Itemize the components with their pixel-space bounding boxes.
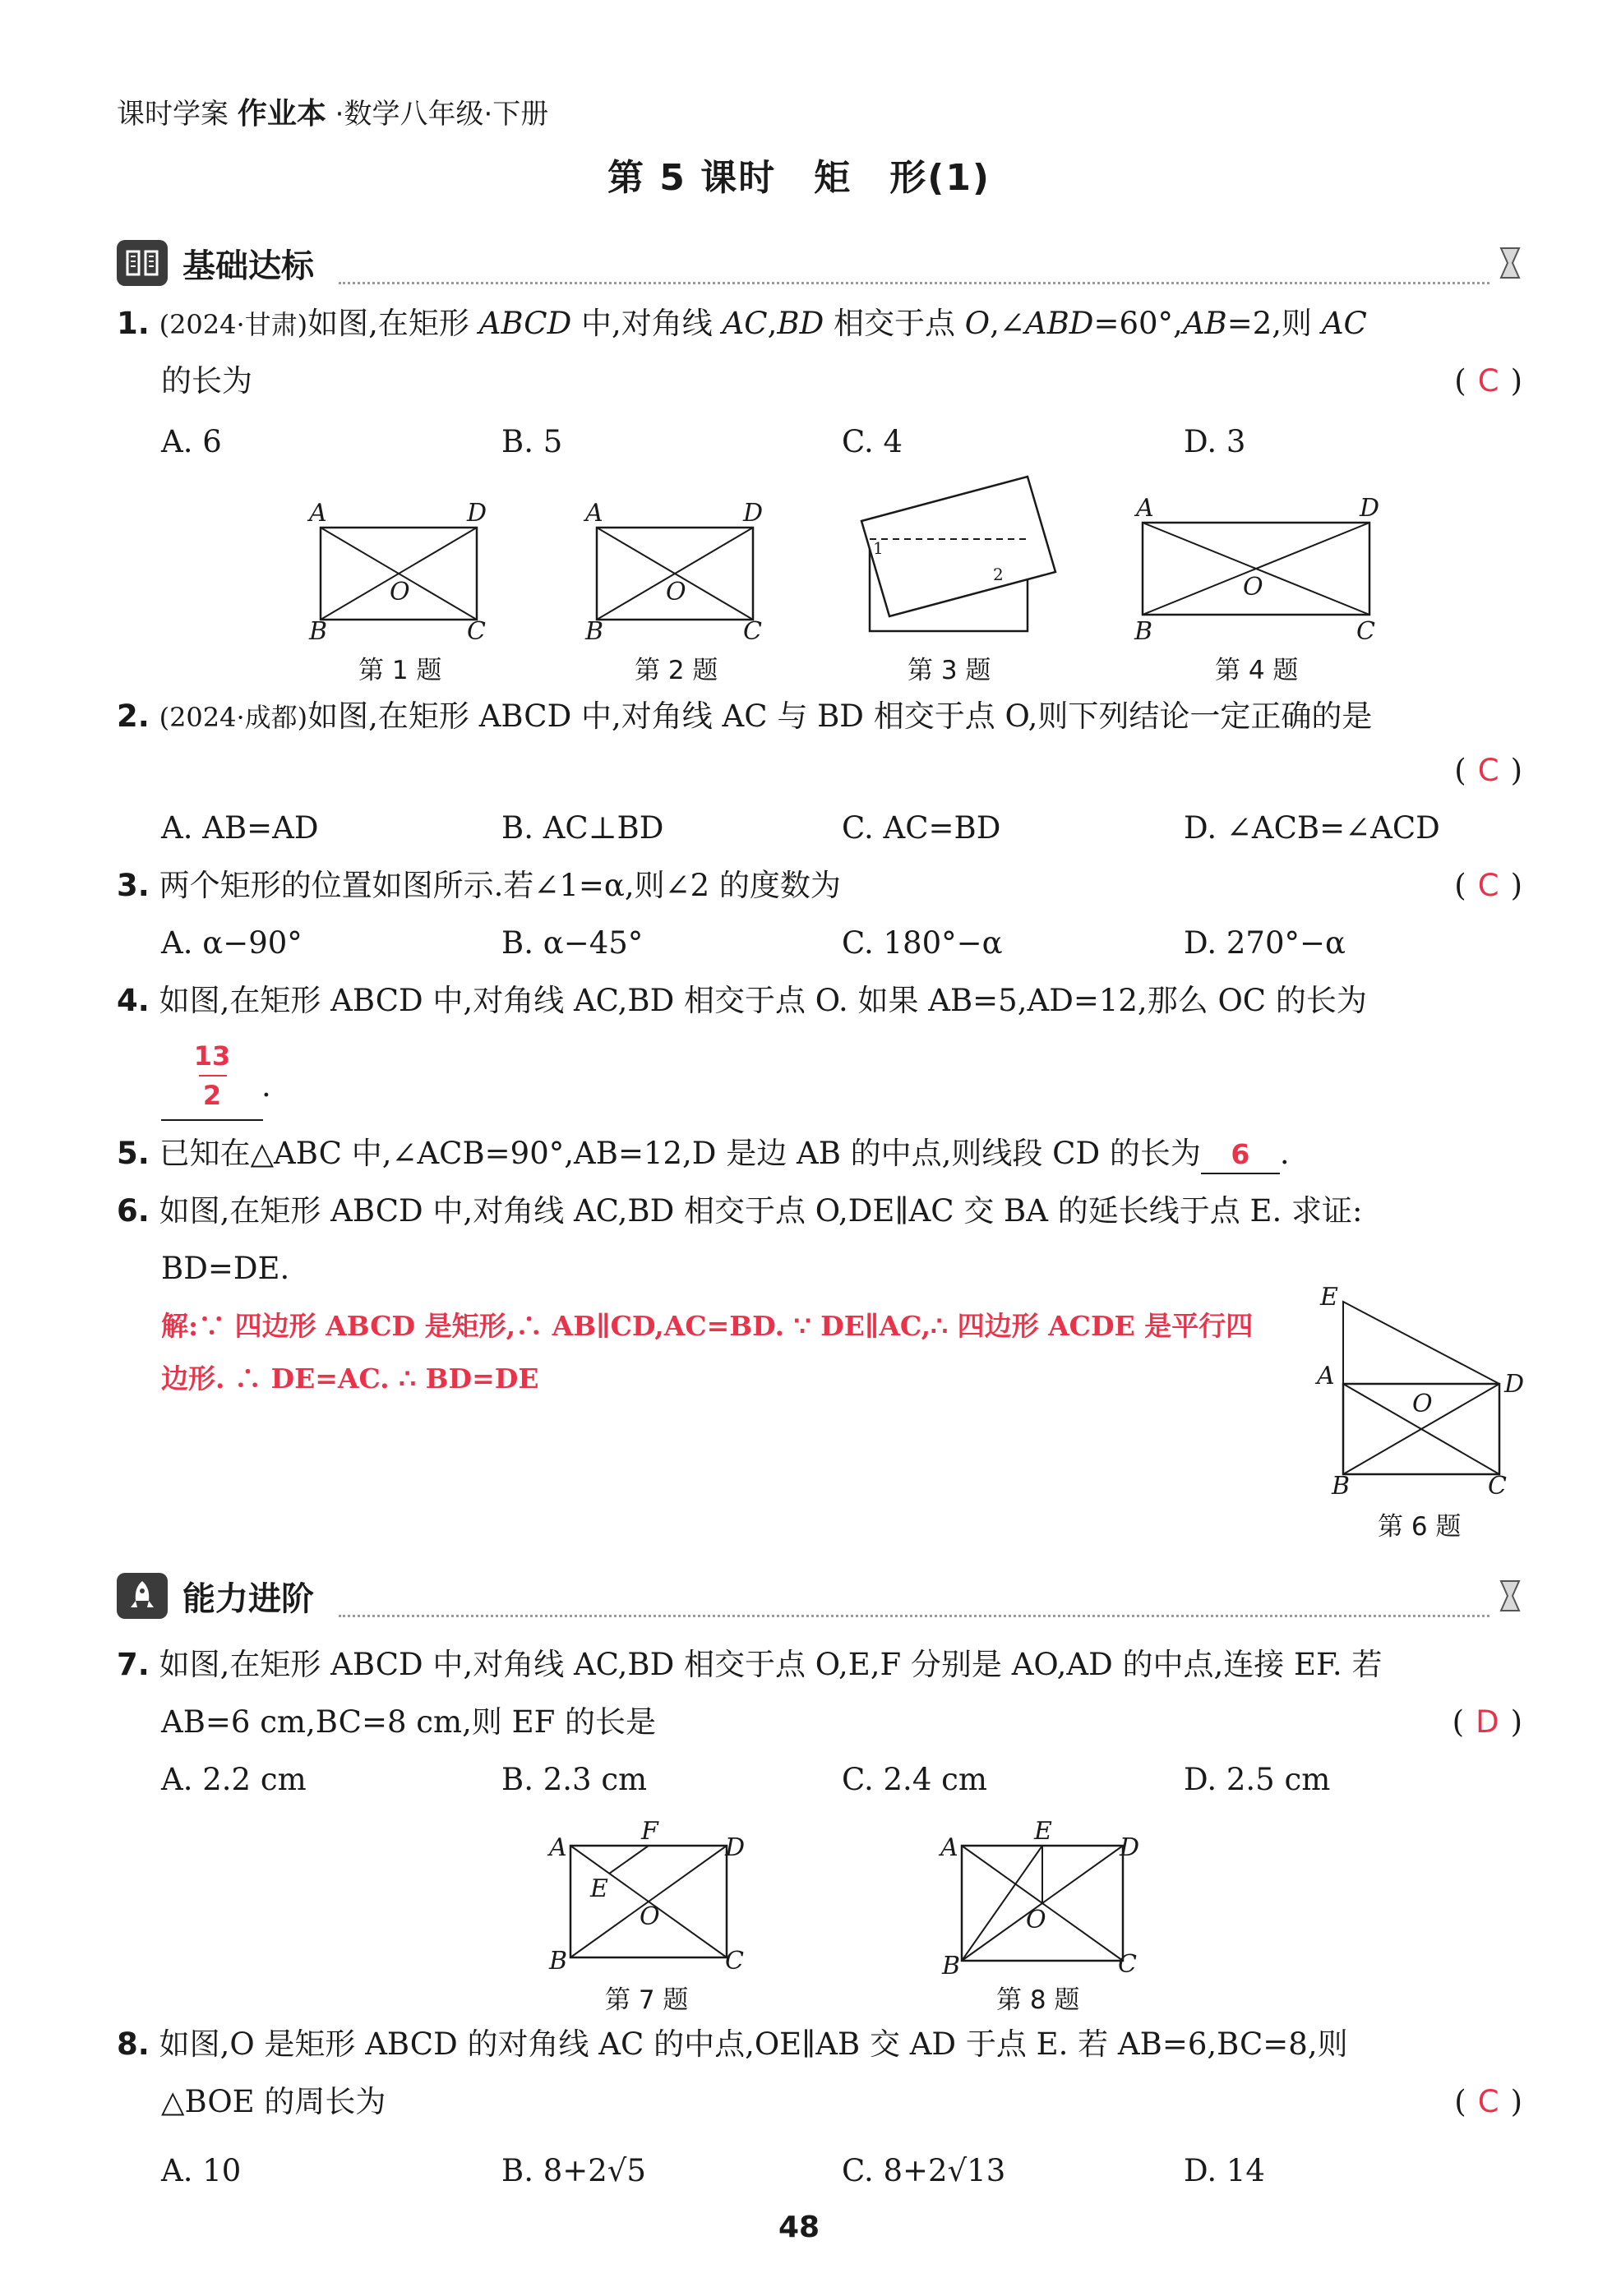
figure-caption: 第 3 题 [908, 656, 991, 685]
question-8-line2: △BOE 的周长为 [161, 2084, 386, 2119]
figure-caption: 第 7 题 [605, 1985, 689, 2015]
q1-text: =60°, [1093, 306, 1183, 341]
vertex-label: O [1412, 1390, 1433, 1418]
question-text: 如图,O 是矩形 ABCD 的对角线 AC 的中点,OE∥AB 交 AD 于点 E. 若 AB=6,BC=8,则 [159, 2026, 1348, 2062]
vertex-label: A [585, 499, 603, 528]
figure-1 [296, 493, 501, 641]
question-number: 6. [117, 1193, 150, 1229]
question-8-line1 [117, 2026, 1348, 2063]
vertex-label: A [940, 1833, 958, 1862]
vertex-label: B [942, 1952, 961, 1977]
vertex-label: B [549, 1947, 568, 1976]
solution-line: 解:∵ 四边形 ABCD 是矩形,∴ AB∥CD,AC=BD. ∵ DE∥AC,∴ 四边形 ACDE 是平行四 [161, 1310, 1254, 1342]
question-6-line1 [117, 1193, 1362, 1229]
answer-bracket [1454, 2084, 1522, 2119]
question-3-line1 [117, 868, 841, 904]
answer-value: D [1476, 1704, 1499, 1740]
question-text: 如图,在矩形 ABCD 中,对角线 AC,BD 相交于点 O,E,F 分别是 AO,AD 的中点,连接 EF. 若 [159, 1647, 1383, 1682]
option: C. 8+2√13 [842, 2153, 1006, 2188]
question-6-line2: BD=DE. [161, 1251, 290, 1286]
rocket-icon [117, 1573, 168, 1619]
answer-value: C [1477, 2084, 1499, 2119]
option: D. 14 [1184, 2153, 1265, 2188]
option: B. AC⊥BD [501, 810, 664, 846]
paren: ) [1510, 363, 1522, 399]
question-text: 已知在△ABC 中,∠ACB=90°,AB=12,D 是边 AB 的中点,则线段 CD 的长为 [159, 1136, 1201, 1171]
section-header-advanced [117, 1570, 1527, 1622]
vertex-label: O [640, 1902, 660, 1931]
option: D. 2.5 cm [1184, 1762, 1331, 1797]
section-divider [339, 1615, 1489, 1617]
option: C. 4 [842, 424, 903, 459]
page-title: 第 5 课时 矩 形(1) [607, 157, 991, 199]
q1-text: 相交于点 [824, 306, 965, 341]
answer-bracket [1454, 868, 1522, 903]
section-header-basic [117, 237, 1527, 289]
vertex-label: D [725, 1833, 746, 1862]
vertex-label: B [1332, 1472, 1351, 1496]
angle-label: 2 [993, 565, 1004, 584]
vertex-label: C [1356, 617, 1375, 646]
solution-line: 边形. ∴ DE=AC. ∴ BD=DE [161, 1362, 539, 1395]
question-number: 2. [117, 698, 150, 734]
question-5-line1 [117, 1136, 1290, 1174]
answer-denominator: 2 [202, 1080, 222, 1111]
q1-text: , [767, 306, 778, 341]
header-book: 作业本 [237, 97, 326, 131]
figure-7 [543, 1813, 756, 1977]
question-number: 5. [117, 1136, 150, 1171]
question-source: (2024·成都) [159, 702, 308, 733]
q1-var: ABD [1024, 306, 1094, 341]
q1-var: ABCD [478, 306, 572, 341]
question-7-line1 [117, 1647, 1382, 1683]
page-number: 48 [778, 2211, 820, 2244]
header-series: 课时学案 [117, 98, 229, 131]
option: C. 180°−α [842, 925, 1003, 961]
answer-bracket [1454, 363, 1522, 399]
paren: ( [1454, 2084, 1466, 2119]
vertex-label: O [1243, 573, 1263, 602]
q1-var: AC [1321, 306, 1367, 341]
paren: ) [1510, 2084, 1522, 2119]
vertex-label: A [1317, 1362, 1335, 1390]
vertex-label: O [390, 578, 410, 606]
vertex-label: E [590, 1874, 608, 1903]
paren: ( [1452, 1704, 1465, 1740]
vertex-label: C [725, 1947, 744, 1976]
q1-var: AB [1182, 306, 1227, 341]
hourglass-icon [1494, 1576, 1527, 1617]
vertex-label: A [309, 499, 327, 528]
hourglass-icon [1494, 243, 1527, 284]
option: A. 10 [161, 2153, 242, 2188]
vertex-label: E [1034, 1817, 1052, 1846]
vertex-label: D [1504, 1370, 1525, 1399]
header-subject: ·数学八年级·下册 [335, 98, 549, 131]
q1-var: BD [777, 306, 824, 341]
vertex-label: B [1134, 617, 1153, 646]
figure-caption: 第 2 题 [635, 656, 718, 685]
figure-caption: 第 4 题 [1215, 656, 1299, 685]
book-icon [117, 240, 168, 286]
option: A. AB=AD [161, 810, 319, 846]
question-number: 1. [117, 306, 150, 341]
option: A. 2.2 cm [161, 1762, 307, 1797]
figure-caption: 第 6 题 [1378, 1512, 1462, 1542]
q1-var: O [964, 306, 991, 341]
question-number: 4. [117, 983, 150, 1018]
question-1-line1 [117, 306, 1367, 343]
paren: ) [1510, 753, 1522, 788]
figure-8 [937, 1813, 1151, 1977]
period: . [1279, 1136, 1290, 1171]
vertex-label: C [1118, 1950, 1137, 1977]
question-2-line1 [117, 698, 1372, 735]
vertex-label: B [585, 617, 604, 641]
vertex-label: D [743, 499, 764, 528]
fill-blank-answer: 6 [1201, 1136, 1280, 1174]
question-text: 如图,在矩形 ABCD 中,对角线 AC,BD 相交于点 O. 如果 AB=5,AD=12,那么 OC 的长为 [159, 983, 1367, 1018]
paren: ( [1454, 363, 1466, 399]
fraction-bar [199, 1075, 227, 1077]
section-title-advanced: 能力进阶 [182, 1579, 314, 1618]
question-number: 8. [117, 2026, 150, 2062]
section-divider [339, 282, 1489, 284]
question-number: 7. [117, 1647, 150, 1682]
period: . [261, 1068, 271, 1104]
figure-caption: 第 8 题 [996, 1985, 1080, 2015]
option: D. ∠ACB=∠ACD [1184, 810, 1440, 846]
figure-6 [1307, 1282, 1537, 1496]
option: A. α−90° [161, 925, 303, 961]
question-source: (2024·甘肃) [159, 309, 308, 340]
q1-text: =2,则 [1226, 306, 1322, 341]
vertex-label: D [1360, 494, 1380, 523]
option: B. 5 [501, 424, 563, 459]
angle-label: 1 [873, 538, 884, 558]
vertex-label: C [1488, 1472, 1507, 1496]
vertex-label: C [743, 617, 762, 641]
vertex-label: A [549, 1833, 567, 1862]
paren: ) [1510, 868, 1522, 903]
answer-value: C [1477, 363, 1499, 399]
answer-value: C [1477, 868, 1499, 903]
fill-blank [161, 1037, 263, 1121]
q1-text: 中,对角线 [571, 306, 723, 341]
vertex-label: C [467, 617, 486, 641]
vertex-label: O [1026, 1906, 1046, 1934]
answer-bracket [1454, 753, 1522, 788]
question-1-line2: 的长为 [161, 363, 252, 399]
vertex-label: F [641, 1817, 658, 1846]
paren: ( [1454, 753, 1466, 788]
question-7-line2: AB=6 cm,BC=8 cm,则 EF 的长是 [161, 1704, 657, 1740]
figure-3 [855, 475, 1077, 648]
figure-caption: 第 1 题 [358, 656, 442, 685]
option: D. 3 [1184, 424, 1246, 459]
q1-text: 如图,在矩形 [307, 306, 479, 341]
question-4-line1 [117, 983, 1367, 1019]
vertex-label: D [1120, 1833, 1140, 1862]
option: C. 2.4 cm [842, 1762, 987, 1797]
option: B. α−45° [501, 925, 644, 961]
book-header [117, 90, 548, 132]
vertex-label: B [309, 617, 328, 641]
vertex-label: A [1136, 494, 1154, 523]
figure-2 [572, 493, 778, 641]
vertex-label: O [666, 578, 686, 606]
option: B. 8+2√5 [501, 2153, 646, 2188]
option: B. 2.3 cm [501, 1762, 648, 1797]
vertex-label: E [1320, 1283, 1338, 1312]
q1-var: AC [722, 306, 768, 341]
option: A. 6 [161, 424, 222, 459]
paren: ) [1510, 1704, 1522, 1740]
option: D. 270°−α [1184, 925, 1346, 961]
answer-numerator: 13 [193, 1040, 231, 1072]
q1-text: ,∠ [990, 306, 1025, 341]
question-text: 如图,在矩形 ABCD 中,对角线 AC,BD 相交于点 O,DE∥AC 交 BA 的延长线于点 E. 求证: [159, 1193, 1363, 1229]
answer-value: C [1477, 753, 1499, 788]
answer-bracket [1453, 1704, 1522, 1740]
option: C. AC=BD [842, 810, 1001, 846]
paren: ( [1454, 868, 1466, 903]
question-text: 如图,在矩形 ABCD 中,对角线 AC 与 BD 相交于点 O,则下列结论一定正确的是 [307, 698, 1373, 734]
question-text: 两个矩形的位置如图所示.若∠1=α,则∠2 的度数为 [159, 868, 841, 903]
section-title-basic: 基础达标 [182, 247, 314, 285]
vertex-label: D [467, 499, 487, 528]
question-number: 3. [117, 868, 150, 903]
figure-4 [1120, 490, 1399, 646]
